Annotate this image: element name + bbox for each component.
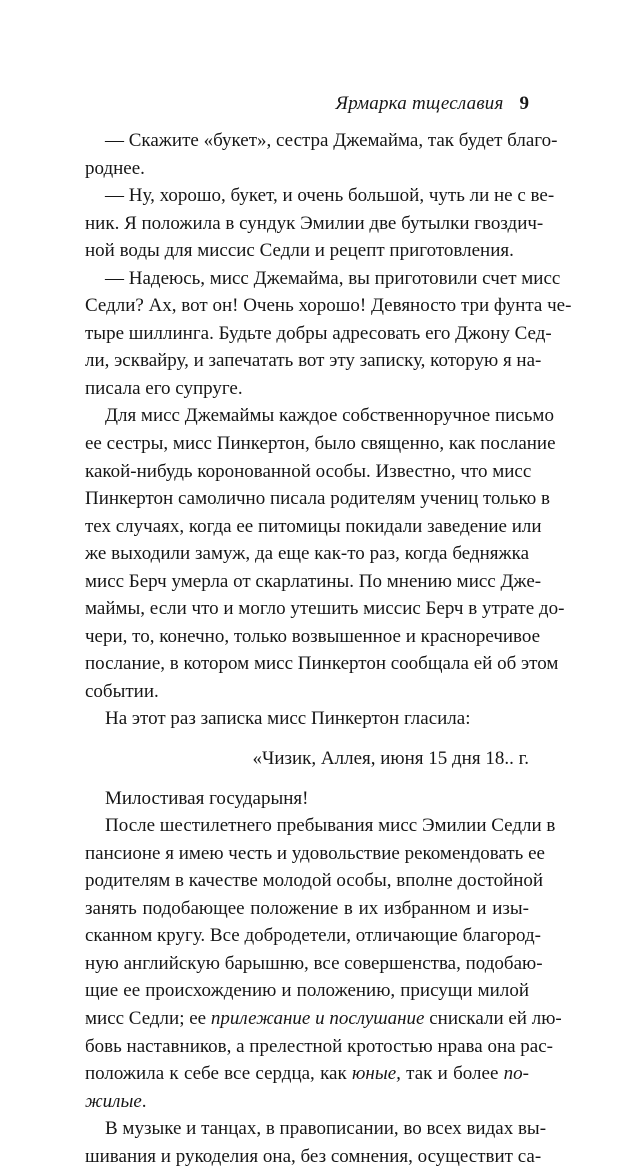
text-run: положила к себе все сердца, как <box>85 1063 352 1085</box>
emphasis-text: по- <box>503 1063 529 1085</box>
text-line: ник. Я положила в сундук Эмилии две бутылки гвоздич- <box>85 212 544 234</box>
text-line: тех случаях, когда ее питомицы покидали заведение или <box>85 515 542 537</box>
text-line: Седли? Ах, вот он! Очень хорошо! Девяносто три фунта че- <box>85 295 572 317</box>
text-line: роднее. <box>85 157 145 179</box>
body-text <box>85 127 572 1170</box>
text-line: писала его супруге. <box>85 377 243 399</box>
text-line: какой-нибудь коронованной особы. Известно, что мисс <box>85 460 532 482</box>
text-line: пансионе я имею честь и удовольствие рекомендовать ее <box>85 842 545 864</box>
emphasis-text: юные, <box>352 1063 401 1085</box>
text-line: бовь наставников, а прелестной кротостью нрава она рас- <box>85 1035 553 1057</box>
letter-salutation: Милостивая государыня! <box>105 787 309 809</box>
text-line: В музыке и танцах, в правописании, во всех видах вы- <box>105 1118 547 1140</box>
text-line: мисс Берч умерла от скарлатины. По мнению мисс Дже- <box>85 570 542 592</box>
emphasis-text: жилые <box>85 1090 142 1112</box>
running-title: Ярмарка тщеславия <box>335 93 504 114</box>
text-line: маймы, если что и могло утешить миссис Берч в утрате до- <box>85 598 565 620</box>
text-run: мисс Седли; ее <box>85 1007 211 1029</box>
text-run: так и более <box>400 1063 504 1085</box>
text-line: тыре шиллинга. Будьте добры адресовать его Джону Сед- <box>85 322 552 344</box>
text-line: щие ее происхождению и положению, присущи милой <box>85 980 529 1002</box>
letter-dateline: «Чизик, Аллея, июня 15 дня 18.. г. <box>252 748 529 770</box>
emphasis-text: прилежание и послушание <box>210 1007 425 1029</box>
text-line: чери, то, конечно, только возвышенное и красноречивое <box>85 625 541 647</box>
text-line: ли, эсквайру, и запечатать вот эту записку, которую я на- <box>85 350 542 372</box>
spacer <box>85 773 529 785</box>
text-run: снискали ей лю- <box>424 1007 562 1029</box>
page-number: 9 <box>519 93 529 114</box>
running-head <box>336 93 529 115</box>
text-line: На этот раз записка мисс Пинкертон гласила: <box>105 708 471 730</box>
text-run: . <box>141 1090 147 1112</box>
text-line: — Скажите «букет», сестра Джемайма, так будет благо- <box>105 130 558 151</box>
text-line: — Ну, хорошо, букет, и очень большой, чуть ли не с ве- <box>105 185 555 207</box>
text-line: ной воды для миссис Седли и рецепт приготовления. <box>85 240 514 262</box>
text-line: послание, в котором мисс Пинкертон сообщала ей об этом <box>85 653 559 675</box>
text-line <box>85 1005 562 1033</box>
text-line: Для мисс Джемаймы каждое собственноручное письмо <box>105 405 554 427</box>
text-line: занять подобающее положение в их избранном и изы- <box>85 897 529 919</box>
text-line: шивания и рукоделия она, без сомнения, осуществит са- <box>85 1145 542 1167</box>
text-line <box>85 1088 529 1116</box>
text-line <box>85 1060 529 1088</box>
text-line: же выходили замуж, да еще как-то раз, когда бедняжка <box>85 543 529 565</box>
text-line: событии. <box>85 680 159 702</box>
text-line: Пинкертон самолично писала родителям учениц только в <box>85 488 550 510</box>
text-line: сканном кругу. Все добродетели, отличающие благород- <box>85 925 541 947</box>
text-line: После шестилетнего пребывания мисс Эмилии Седли в <box>105 815 556 837</box>
text-line: ее сестры, мисс Пинкертон, было священно, как послание <box>85 433 556 455</box>
text-line: ную английскую барышню, все совершенства, подобаю- <box>85 952 543 974</box>
text-line: — Надеюсь, мисс Джемайма, вы приготовили счет мисс <box>105 267 561 289</box>
text-line: родителям в качестве молодой особы, вполне достойной <box>85 870 544 892</box>
